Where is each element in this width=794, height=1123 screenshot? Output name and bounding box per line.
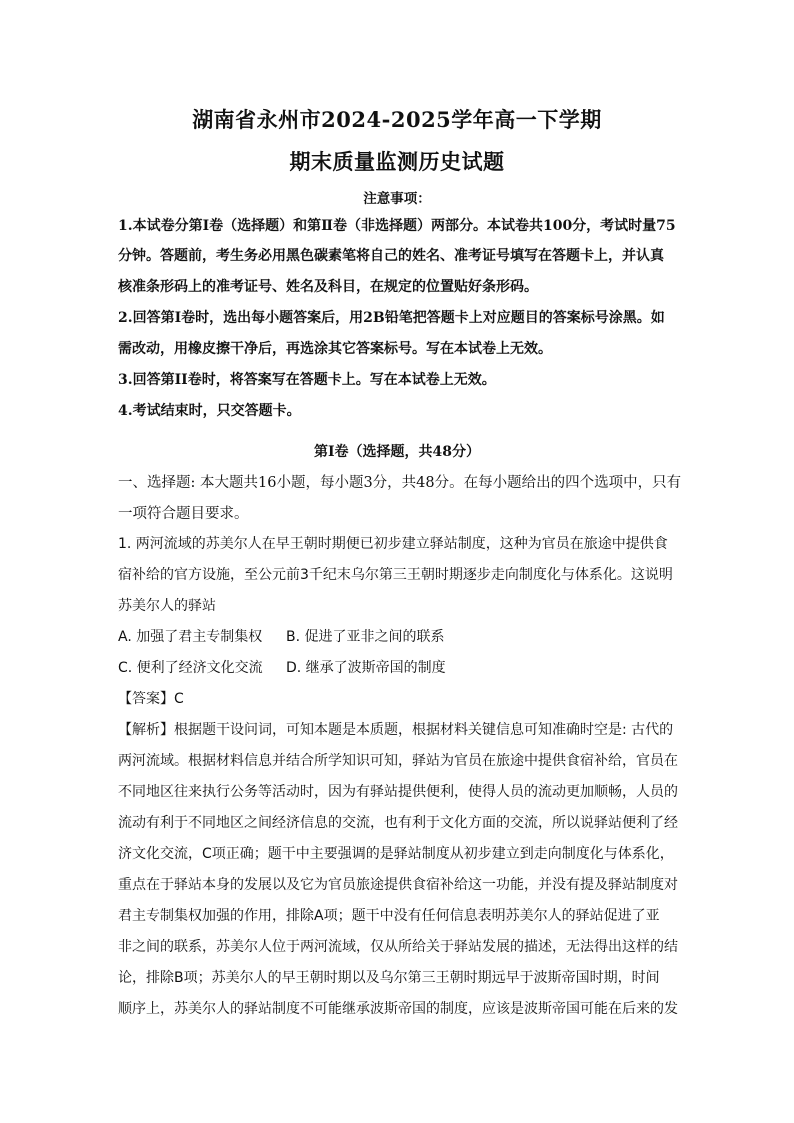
analysis-line: 济文化交流，C项正确；题干中主要强调的是驿站制度从初步建立到走向制度化与体系化，	[118, 846, 674, 862]
notice-line: 4.考试结束时，只交答题卡。	[118, 403, 301, 419]
analysis-line: 君主专制集权加强的作用，排除A项；题干中没有任何信息表明苏美尔人的驿站促进了亚	[118, 908, 660, 924]
option-c: C. 便利了经济文化交流	[118, 660, 263, 676]
analysis-line: 顺序上，苏美尔人的驿站制度不可能继承波斯帝国的制度，应该是波斯帝国可能在后来的发	[118, 1001, 678, 1017]
notice-line: 2.回答第Ⅰ卷时，选出每小题答案后，用2B铅笔把答题卡上对应题目的答案标号涂黑。如	[118, 310, 665, 326]
notice-line: 3.回答第II卷时，将答案写在答题卡上。写在本试卷上无效。	[118, 372, 496, 388]
notice-line: 分钟。答题前，考生务必用黑色碳素笔将自己的姓名、准考证号填写在答题卡上，并认真	[118, 248, 664, 264]
options-row-2	[118, 657, 446, 677]
analysis-line: 流动有利于不同地区之间经济信息的交流，也有利于文化方面的交流，所以说驿站便利了经	[118, 815, 678, 831]
analysis-line: 重点在于驿站本身的发展以及它为官员旅途提供食宿补给这一功能，并没有提及驿站制度对	[118, 877, 678, 893]
instruction-line: 一、选择题: 本大题共16小题，每小题3分，共48分。在每小题给出的四个选项中，只有	[118, 475, 682, 491]
notice-heading: 注意事项：	[363, 191, 431, 207]
question-stem-line: 苏美尔人的驿站	[118, 598, 216, 614]
notice-line: 需改动，用橡皮擦干净后，再选涂其它答案标号。写在本试卷上无效。	[118, 341, 552, 357]
analysis-line: 非之间的联系，苏美尔人位于两河流域，仅从所给关于驿站发展的描述，无法得出这样的结	[118, 939, 678, 955]
instruction-line: 一项符合题目要求。	[118, 506, 249, 522]
question-stem-line: 1. 两河流域的苏美尔人在早王朝时期便已初步建立驿站制度，这种为官员在旅途中提供食	[118, 536, 668, 552]
options-row-1	[118, 626, 445, 646]
notice-line: 核准条形码上的准考证号、姓名及科目，在规定的位置贴好条形码。	[118, 279, 538, 295]
notice-line: 1.本试卷分第Ⅰ卷（选择题）和第Ⅱ卷（非选择题）两部分。本试卷共100分，考试时量75	[118, 218, 676, 234]
option-a: A. 加强了君主专制集权	[118, 629, 263, 645]
question-stem-line: 宿补给的官方设施，至公元前3千纪末乌尔第三王朝时期逐步走向制度化与体系化。这说明	[118, 567, 673, 583]
option-b: B. 促进了亚非之间的联系	[286, 629, 445, 645]
page-subtitle: 期末质量监测历史试题	[289, 149, 505, 174]
analysis-line: 论，排除B项；苏美尔人的早王朝时期以及乌尔第三王朝时期远早于波斯帝国时期，时间	[118, 970, 660, 986]
analysis-line: 不同地区往来执行公务等活动时，因为有驿站提供便利，使得人员的流动更加顺畅，人员的	[118, 784, 678, 800]
analysis-line: 两河流域。根据材料信息并结合所学知识可知，驿站为官员在旅途中提供食宿补给，官员在	[118, 753, 678, 769]
analysis-line: 【解析】根据题干设问词，可知本题是本质题，根据材料关键信息可知准确时空是: 古代的	[118, 722, 674, 738]
option-d: D. 继承了波斯帝国的制度	[286, 660, 446, 676]
page-title: 湖南省永州市2024-2025学年高一下学期	[192, 107, 602, 132]
answer-line: 【答案】C	[118, 691, 184, 707]
section-heading: 第Ⅰ卷（选择题，共48分）	[313, 444, 481, 460]
